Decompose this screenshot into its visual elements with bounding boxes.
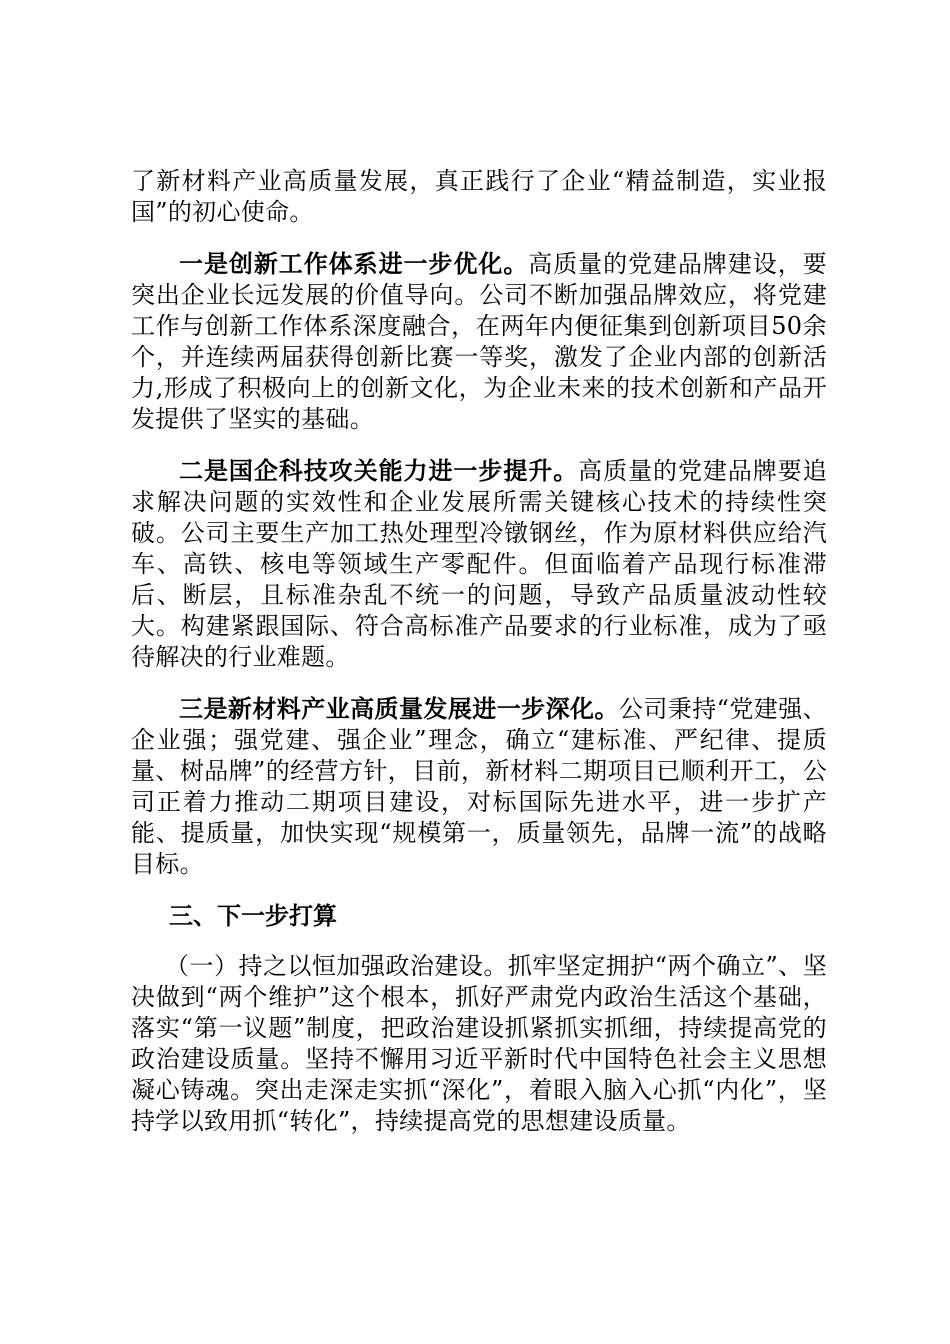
- paragraph-text: 高质量的党建品牌要追求解决问题的实效性和企业发展所需关键核心技术的持续性突破。公司主要生产加工热处理型冷镦钢丝，作为原材料供应给汽车、高铁、核电等领域生产零配件。但面临着产品现行标准滞后、断层，且标准杂乱不统一的问题，导致产品质量波动性较大。构建紧跟国际、符合高标准产品要求的行业标准，成为了亟待解决的行业难题。: [131, 457, 827, 671]
- paragraph-text: 公司秉持“党建强、企业强；强党建、强企业”理念，确立“建标准、严纪律、提质量、树品牌”的经营方针，目前，新材料二期项目已顺利开工，公司正着力推动二期项目建设，对标国际先进水平，进一步扩产能、提质量，加快实现“规模第一，质量领先，品牌一流”的战略目标。: [131, 695, 827, 878]
- paragraph-text: 了新材料产业高质量发展，真正践行了企业“精益制造，实业报国”的初心使命。: [131, 167, 827, 226]
- paragraph-new-materials: [131, 693, 827, 880]
- paragraph-tech-capability: [131, 455, 827, 673]
- document-page: [131, 166, 827, 1137]
- paragraph-continuation: [131, 166, 827, 228]
- section-heading: 三、下一步打算: [169, 901, 337, 930]
- paragraph-text: 高质量的党建品牌建设，要突出企业长远发展的价值导向。公司不断加强品牌效应，将党建工作与创新工作体系深度融合，在两年内便征集到创新项目50余个，并连续两届获得创新比赛一等奖，激发了企业内部的创新活力,形成了积极向上的创新文化，为企业未来的技术创新和产品开发提供了坚实的基础。: [131, 250, 827, 433]
- paragraph-political-building: [131, 951, 827, 1137]
- paragraph-lead: 三是新材料产业高质量发展进一步深化。: [179, 694, 619, 723]
- paragraph-lead: 二是国企科技攻关能力进一步提升。: [179, 456, 579, 485]
- paragraph-innovation-system: [131, 248, 827, 435]
- paragraph-text: （一）持之以恒加强政治建设。抓牢坚定拥护“两个确立”、坚决做到“两个维护”这个根本，抓好严肃党内政治生活这个基础，落实“第一议题”制度，把政治建设抓紧抓实抓细，持续提高党的政治建设质量。坚持不懈用习近平新时代中国特色社会主义思想凝心铸魂。突出走深走实抓“深化”，着眼入脑入心抓“内化”，坚持学以致用抓“转化”，持续提高党的思想建设质量。: [131, 952, 827, 1135]
- paragraph-lead: 一是创新工作体系进一步优化。: [179, 249, 529, 278]
